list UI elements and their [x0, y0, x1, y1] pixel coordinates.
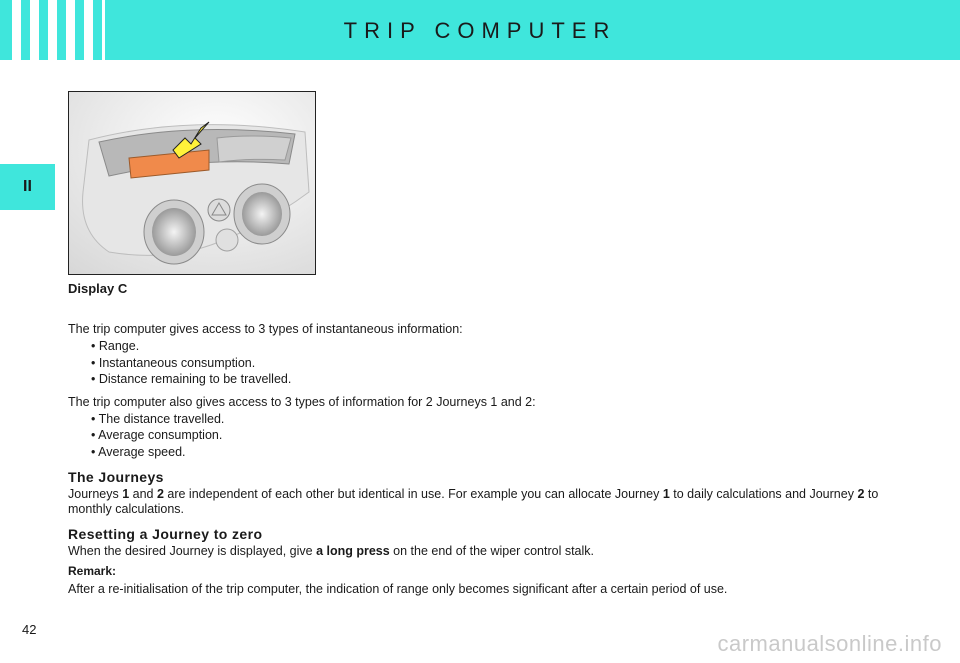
list-item: • Distance remaining to be travelled. [91, 372, 894, 388]
text-run: are independent of each other but identical in use. For example you can allocate Journey [163, 487, 663, 501]
list-item: • Average consumption. [91, 428, 894, 444]
list-item: • Range. [91, 339, 894, 355]
journeys-paragraph [68, 487, 894, 517]
bold-run: 1 [122, 487, 130, 501]
list-item: • The distance travelled. [91, 412, 894, 428]
text-run: to monthly calculations. [68, 487, 879, 516]
control-knob [216, 229, 238, 251]
bold-run: 1 [662, 487, 670, 501]
page-title: TRIP COMPUTER [343, 18, 617, 43]
bold-run: 2 [156, 487, 164, 501]
body-content [68, 322, 894, 597]
figure-caption: Display C [68, 281, 128, 296]
section-tab: II [0, 164, 55, 210]
header-bar [0, 0, 960, 60]
remark-text: After a re-initialisation of the trip computer, the indication of range only becomes significant after a certain period of use. [68, 582, 728, 596]
list-item: • Instantaneous consumption. [91, 356, 894, 372]
journey-info-list [68, 412, 894, 461]
list-item: • Average speed. [91, 445, 894, 461]
journeys-info-text: The trip computer also gives access to 3 types of information for 2 Journeys 1 and 2: [68, 394, 536, 409]
text-run: to daily calculations and Journey [669, 487, 858, 501]
text-run: Journeys [68, 487, 123, 501]
reset-heading: Resetting a Journey to zero [68, 526, 263, 542]
remark-label: Remark: [68, 564, 117, 578]
dashboard-illustration [69, 92, 315, 274]
journeys-heading: The Journeys [68, 469, 164, 485]
watermark: carmanualsonline.info [717, 631, 942, 656]
text-run: and [129, 487, 157, 501]
text-run: on the end of the wiper control stalk. [389, 544, 594, 558]
intro-text: The trip computer gives access to 3 types of instantaneous information: [68, 322, 463, 336]
left-air-vent-grille [152, 208, 196, 256]
instant-info-list [68, 339, 894, 388]
display-recess [217, 136, 291, 162]
bold-run: a long press [316, 544, 390, 558]
right-air-vent-grille [242, 192, 282, 236]
dashboard-figure [68, 91, 316, 275]
text-run: When the desired Journey is displayed, give [68, 544, 317, 558]
reset-paragraph [68, 544, 894, 559]
bold-run: 2 [857, 487, 865, 501]
page-number: 42 [22, 622, 37, 637]
